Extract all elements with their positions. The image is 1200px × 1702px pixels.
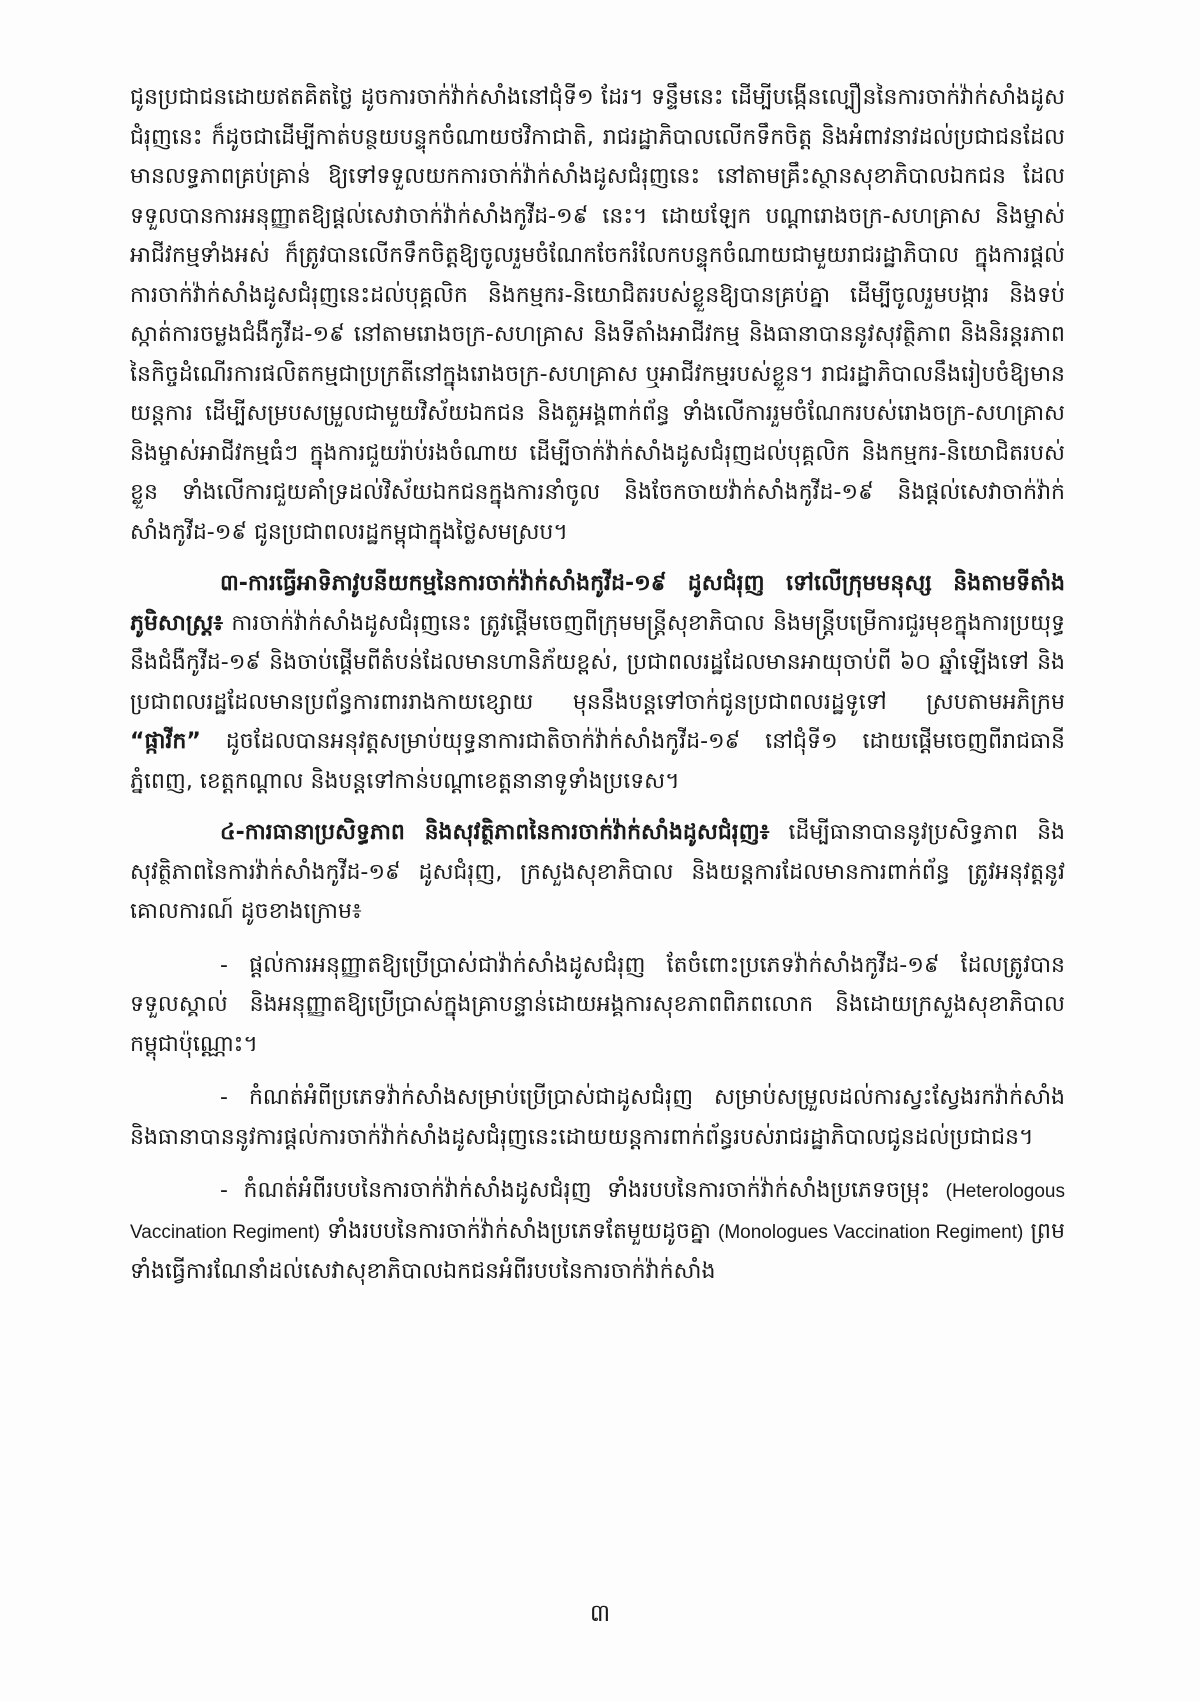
section-3-heading: ៣-ការធ្វើអាទិភាវូបនីយកម្មនៃការចាក់វ៉ាក់សាំងកូវីដ-១៩ ដូសជំរុញ ទៅលើក្រុមមនុស្ស និងតាមទីតាំងភូមិសាស្ត្រ៖ bbox=[130, 571, 1065, 636]
section-3-body: ការចាក់វ៉ាក់សាំងដូសជំរុញនេះ ត្រូវផ្ដើមចេញពីក្រុមមន្ត្រីសុខាភិបាល និងមន្ត្រីបម្រើការជួរមុខក្នុងការប្រយុទ្ធនឹងជំងឺកូវីដ-១៩ និងចាប់ផ្ដើមពីតំបន់ដែលមានហានិភ័យខ្ពស់, ប្រជាពលរដ្ឋដែលមានអាយុចាប់ពី ៦០ ឆ្នាំឡើងទៅ និងប្រជាពលរដ្ឋដែលមានប្រព័ន្ធការពាររាងកាយខ្សោយ មុននឹងបន្តទៅចាក់ជូនប្រជាពលរដ្ឋទូទៅ ស្របតាមអភិក្រម bbox=[130, 610, 1065, 715]
bullet-3-text-b: ទាំងរបបនៃការចាក់វ៉ាក់សាំងប្រភេទតែមួយដូចគ្នា bbox=[319, 1218, 718, 1244]
section-4-paragraph bbox=[130, 813, 1065, 932]
bullet-item-2: - កំណត់អំពីប្រភេទវ៉ាក់សាំងសម្រាប់ប្រើប្រាស់ជាដូសជំរុញ សម្រាប់សម្រួលដល់ការស្វះស្វែងរកវ៉ាក់សាំង និងធានាបាននូវការផ្ដល់ការចាក់វ៉ាក់សាំងដូសជំរុញនេះដោយយន្តការពាក់ព័ន្ធរបស់រាជរដ្ឋាភិបាលជូនដល់ប្រជាជន។ bbox=[130, 1085, 1065, 1150]
document-body bbox=[130, 78, 1065, 1292]
section-4-heading: ៤-ការធានាប្រសិទ្ធភាព និងសុវត្ថិភាពនៃការចាក់វ៉ាក់សាំងដូសជំរុញ៖ bbox=[220, 820, 770, 845]
section-3-tail: ដូចដែលបានអនុវត្តសម្រាប់យុទ្ធនាការជាតិចាក់វ៉ាក់សាំងកូវីដ-១៩ នៅជុំទី១ ដោយផ្ដើមចេញពីរាជធានីភ្នំពេញ, ខេត្តកណ្ដាល និងបន្តទៅកាន់បណ្ដាខេត្តនានាទូទាំងប្រទេស។ bbox=[130, 729, 1065, 794]
intro-paragraph: ជូនប្រជាជនដោយឥតគិតថ្លៃ ដូចការចាក់វ៉ាក់សាំងនៅជុំទី១ ដែរ។ ទន្ទឹមនេះ ដើម្បីបង្កើនល្បឿននៃការចាក់វ៉ាក់សាំងដូសជំរុញនេះ ក៏ដូចជាដើម្បីកាត់បន្ថយបន្ទុកចំណាយថវិកាជាតិ, រាជរដ្ឋាភិបាលលើកទឹកចិត្ត និងអំពាវនាវដល់ប្រជាជនដែលមានលទ្ធភាពគ្រប់គ្រាន់ ឱ្យទៅទទួលយកការចាក់វ៉ាក់សាំងដូសជំរុញនេះ នៅតាមគ្រឹះស្ថានសុខាភិបាលឯកជន ដែលទទួលបានការអនុញ្ញាតឱ្យផ្ដល់សេវាចាក់វ៉ាក់សាំងកូវីដ-១៩ នេះ។ ដោយឡែក បណ្ដារោងចក្រ-សហគ្រាស និងម្ចាស់អាជីវកម្មទាំងអស់ ក៏ត្រូវបានលើកទឹកចិត្តឱ្យចូលរួមចំណែកចែករំលែកបន្ទុកចំណាយជាមួយរាជរដ្ឋាភិបាល ក្នុងការផ្ដល់ការចាក់វ៉ាក់សាំងដូសជំរុញនេះដល់បុគ្គលិក និងកម្មករ-និយោជិតរបស់ខ្លួនឱ្យបានគ្រប់គ្នា ដើម្បីចូលរួមបង្ការ និងទប់ស្កាត់ការចម្លងជំងឺកូវីដ-១៩ នៅតាមរោងចក្រ-សហគ្រាស និងទីតាំងអាជីវកម្ម និងធានាបាននូវសុវត្ថិភាព និងនិរន្តរភាពនៃកិច្ចដំណើរការផលិតកម្មជាប្រក្រតីនៅក្នុងរោងចក្រ-សហគ្រាស ឬអាជីវកម្មរបស់ខ្លួន។ រាជរដ្ឋាភិបាលនឹងរៀបចំឱ្យមានយន្តការ ដើម្បីសម្របសម្រួលជាមួយវិស័យឯកជន និងតួអង្គពាក់ព័ន្ធ ទាំងលើការរួមចំណែករបស់រោងចក្រ-សហគ្រាស និងម្ចាស់អាជីវកម្មធំៗ ក្នុងការជួយរ៉ាប់រងចំណាយ ដើម្បីចាក់វ៉ាក់សាំងដូសជំរុញដល់បុគ្គលិក និងកម្មករ-និយោជិតរបស់ខ្លួន ទាំងលើការជួយគាំទ្រដល់វិស័យឯកជនក្នុងការនាំចូល និងចែកចាយវ៉ាក់សាំងកូវីដ-១៩ និងផ្ដល់សេវាចាក់វ៉ាក់សាំងកូវីដ-១៩ ជូនប្រជាពលរដ្ឋកម្ពុជាក្នុងថ្លៃសមស្រប។ bbox=[130, 85, 1065, 545]
bullet-item-1: - ផ្ដល់ការអនុញ្ញាតឱ្យប្រើប្រាស់ជាវ៉ាក់សាំងដូសជំរុញ តែចំពោះប្រភេទវ៉ាក់សាំងកូវីដ-១៩ ដែលត្រូវបានទទួលស្គាល់ និងអនុញ្ញាតឱ្យប្រើប្រាស់ក្នុងគ្រាបន្ទាន់ដោយអង្គការសុខភាពពិភពលោក និងដោយក្រសួងសុខាភិបាលកម្ពុជាប៉ុណ្ណោះ។ bbox=[130, 952, 1065, 1057]
section-3-quote: “ផ្កាវីក” bbox=[130, 729, 201, 754]
page-number: ៣ bbox=[589, 1599, 611, 1627]
section-4-body: ដើម្បីធានាបាននូវប្រសិទ្ធភាព និងសុវត្ថិភាពនៃការវ៉ាក់សាំងកូវីដ-១៩ ដូសជំរុញ, ក្រសួងសុខាភិបាល និងយន្តការដែលមានការពាក់ព័ន្ធ ត្រូវអនុវត្តនូវគោលការណ៍ ដូចខាងក្រោម៖ bbox=[130, 820, 1066, 924]
bullet-3-text-a: - កំណត់អំពីរបបនៃការចាក់វ៉ាក់សាំងដូសជំរុញ ទាំងរបបនៃការចាក់វ៉ាក់សាំងប្រភេទចម្រុះ bbox=[220, 1178, 946, 1203]
bullet-item-3 bbox=[130, 1171, 1065, 1292]
section-3-paragraph bbox=[130, 564, 1065, 801]
bullet-3-latin-term-2: (Monologues Vaccination Regiment) bbox=[718, 1221, 1024, 1243]
bullet-3-latin-term-1: (Heterologous Vaccination Regiment) bbox=[130, 1181, 1065, 1243]
bullet-3-text-c: ព្រមទាំងធ្វើការណែនាំដល់សេវាសុខាភិបាលឯកជនអំពីរបបនៃការចាក់វ៉ាក់សាំង bbox=[130, 1218, 1065, 1284]
